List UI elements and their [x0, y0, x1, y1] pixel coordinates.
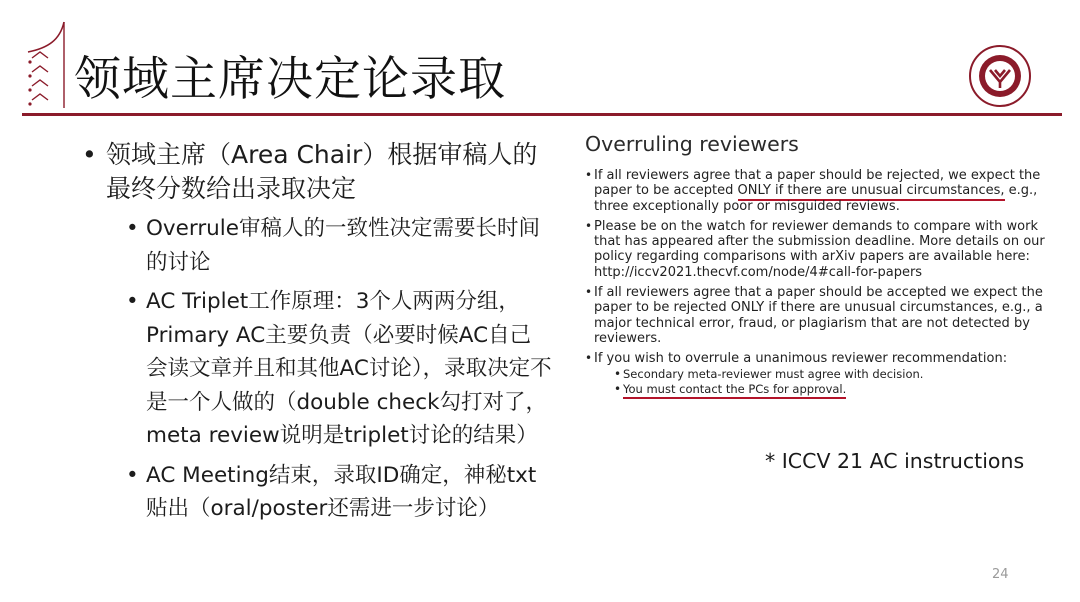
list-item	[585, 285, 1045, 346]
bullet-icon: •	[126, 462, 139, 488]
bullet-text: e.g., three exceptionally poor or misguided reviews.	[594, 183, 1038, 214]
bullet-icon: •	[82, 140, 97, 169]
title-divider	[22, 113, 1062, 116]
bullet-text: Overrule审稿人的一致性决定需要长时间的讨论	[146, 216, 541, 275]
underlined-text: You must contact the PCs for approval.	[623, 382, 846, 399]
university-seal-icon	[968, 44, 1032, 108]
bullet-text: If all reviewers agree that a paper should be accepted we expect the paper to be rejected ONLY if there are unusual circumstances, e.g., a major technical error, fraud, or plagiarism that are not detected by reviewers.	[594, 285, 1043, 346]
excerpt-heading: Overruling reviewers	[585, 132, 799, 156]
list-item	[126, 459, 552, 526]
bullet-icon: •	[614, 366, 622, 381]
bullet-text: Secondary meta-reviewer must agree with decision.	[623, 366, 924, 381]
bullet-text: AC Meeting结束，录取ID确定，神秘txt贴出（oral/poster还需进一步讨论）	[146, 462, 537, 521]
bullet-icon: •	[585, 218, 593, 233]
list-item	[614, 382, 1045, 397]
bullet-text: 领域主席（Area Chair）根据审稿人的最终分数给出录取决定	[106, 140, 538, 203]
bullet-icon: •	[614, 381, 622, 396]
left-bullet-list	[82, 138, 552, 532]
page-number: 24	[992, 567, 1009, 582]
bullet-icon: •	[126, 216, 139, 241]
list-item	[614, 367, 1045, 382]
underlined-text: ONLY if there are unusual circumstances,	[738, 183, 1005, 201]
list-item	[126, 285, 552, 453]
bullet-text: If you wish to overrule a unanimous reviewer recommendation:	[594, 351, 1008, 367]
bullet-icon: •	[585, 168, 593, 182]
overruling-reviewers-excerpt	[585, 132, 1045, 402]
bullet-text: Please be on the watch for reviewer demands to compare with work that has appeared after the submission deadline. More details on our policy regarding comparisons with arXiv papers are available here: http://iccv2021.thecvf.com/node/4#call-for-papers	[594, 218, 1045, 280]
bullet-icon: •	[126, 289, 139, 314]
list-item	[126, 212, 552, 279]
list-item	[585, 351, 1045, 396]
bullet-text: AC Triplet工作原理：3个人两两分组，Primary AC主要负责（必要时候AC自己会读文章并且和其他AC讨论），录取决定不是一个人做的（double check勾打对了，meta review说明是triplet讨论的结果）	[146, 289, 552, 448]
bullet-text: If all reviewers agree that a paper should be rejected, we expect the paper to be accepted	[594, 168, 1041, 199]
slide-title: 领域主席决定论录取	[74, 52, 506, 107]
pagoda-ornament-icon	[20, 18, 80, 110]
bullet-icon: •	[585, 285, 593, 300]
bullet-icon: •	[585, 351, 593, 366]
list-item	[82, 138, 552, 206]
list-item	[585, 219, 1045, 280]
list-item	[585, 168, 1045, 214]
source-caption: * ICCV 21 AC instructions	[765, 449, 1025, 473]
